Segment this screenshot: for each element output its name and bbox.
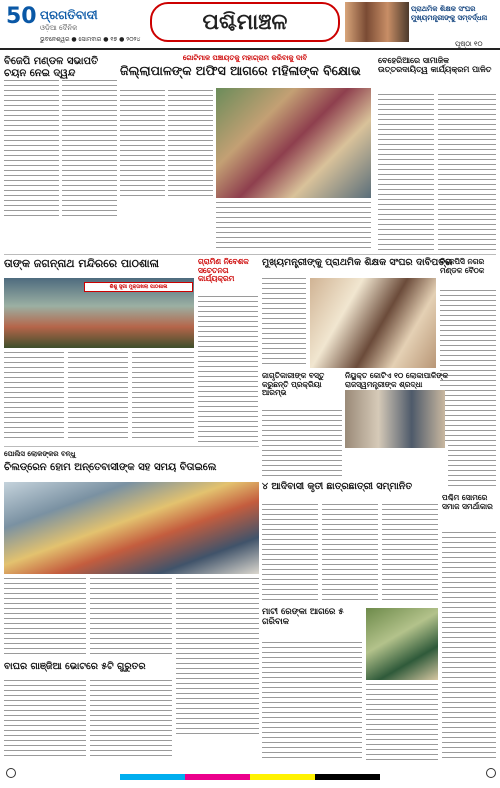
article-6-headline: ମୁଖ୍ୟମନ୍ତ୍ରୀଙ୍କୁ ପ୍ରାଥମିକ ଶିକ୍ଷକ ସଂଘର ଦାବିପତ୍ର [262, 257, 453, 268]
article-2-headline-box [120, 64, 375, 86]
article-12-headline-box [442, 494, 498, 530]
article-11-headline: ୪ ଆଦିବାସୀ କୃତୀ ଛାତ୍ରଛାତ୍ରୀ ସମ୍ମାନିତ [262, 481, 413, 492]
page-number: ପୃଷ୍ଠା ୧୦ [455, 40, 483, 48]
article-10-kicker: ପୋଲିସ ଲୋକଙ୍କର ବନ୍ଧୁ [4, 450, 76, 458]
article-14-headline: ମାଟୀ ରେଙ୍କା ଆଗରେ ୫ ଗରିବାକ [262, 607, 344, 627]
divider-2 [4, 446, 259, 447]
article-9-headline-box [345, 372, 497, 388]
women-protest-photo [216, 88, 371, 198]
article-2-text-bottom [216, 202, 371, 250]
article-1-text-col2 [62, 80, 117, 220]
article-8-headline-box [262, 372, 342, 408]
article-2-text-col2 [168, 90, 213, 200]
officials-photo [345, 390, 445, 448]
children-home-photo [4, 482, 259, 574]
brand-name: ପ୍ରଗତିବାଦୀ [40, 8, 98, 22]
article-1-headline-box [4, 56, 114, 79]
article-2-kicker: ଗୋଟିମାଳ ପଞ୍ଚାୟତକୁ ମହାଗ୍ରାମ କରିବାକୁ ଦାବି [182, 54, 308, 62]
article-2-text-col1 [120, 90, 165, 200]
article-13-headline-box [4, 662, 174, 678]
article-13-text-col1 [4, 680, 86, 760]
article-3-text-col1 [378, 94, 434, 250]
article-14-text [262, 642, 362, 762]
registration-mark-right [486, 768, 496, 778]
article-10-headline-box [4, 462, 259, 480]
promo-text: ପ୍ରାଥମିକ ଶିକ୍ଷକ ସଂଘର ମୁଖ୍ୟମନ୍ତ୍ରୀଙ୍କୁ ସମ୍ବର୍ଦ୍ଧନା [411, 5, 488, 22]
page-header [0, 0, 500, 50]
cm-meeting-photo [310, 278, 436, 368]
article-9-headline: ନିୟୁକ୍ତ କୋଟିଏ ୧୦ ଲୋକାପାଳିଙ୍କ ରାଜସ୍ୱମନ୍ତ୍ରୀଙ୍କ ଶ୍ରଦ୍ଧା [345, 371, 449, 389]
article-13-text-col2 [90, 680, 172, 760]
article-5-text [198, 296, 258, 442]
article-6-text [262, 278, 306, 368]
article-8-headline: ଜାଗୃତିକାରୀଙ୍କ ବସ୍ତୁ କରୁଛନ୍ତି ପ୍ରକ୍ରିୟା ଆରମ୍ଭ [262, 371, 325, 398]
article-11-text-col2 [322, 504, 378, 604]
article-3-headline: ବେହେରିଆରେ ସାମାଜିକ ଉତ୍ତରଦାୟିତ୍ୱ କାର୍ଯ୍ୟକ୍ରମ ପାଳିତ [378, 56, 492, 75]
article-13-headline: ବାଘର ଗାଞ୍ଜିଆ ଭୋଟରେ ୫ଟି ଗୁରୁତର [4, 661, 146, 672]
tagline: ଓଡ଼ିଆ ଦୈନିକ [40, 24, 78, 32]
article-11-headline-box [262, 482, 438, 500]
dateline: ଭୁବନେଶ୍ୱର ● ସୋମବାର ● ୧୭ ● ୨୦୨୪ [40, 36, 141, 43]
article-10-kicker-box [4, 450, 254, 462]
registration-mark-left [6, 768, 16, 778]
article-12-headline: ପଶ୍ଚିମ ସୋମରେ ସମାଜ ସମର୍ଥାକାର [442, 493, 493, 511]
article-7-headline: ବିକେପିସି ନଗର ମଣ୍ଡଳ ବୈଠକ [440, 257, 485, 275]
students-photo [366, 608, 438, 680]
article-3-headline-box [378, 56, 496, 92]
anniversary-logo: 50 [6, 4, 37, 29]
color-calibration-bar [120, 774, 380, 780]
article-4-text-col3 [132, 352, 194, 442]
article-8-text [262, 410, 342, 480]
article-1-text-col1 [4, 80, 59, 220]
article-4-text-col2 [68, 352, 128, 442]
article-10-text-col3 [176, 578, 259, 738]
article-2-headline: ଜିଲ୍ଲାପାଳଙ୍କ ଅଫିସ ଆଗରେ ମହିଳାଙ୍କ ବିକ୍ଷୋଭ [120, 63, 361, 78]
promo-photo [345, 2, 409, 42]
article-7-headline-box [440, 258, 496, 288]
article-4-text-col1 [4, 352, 64, 442]
promo-box [345, 2, 495, 42]
masthead: ପଶ୍ଚିମାଞ୍ଚଳ [150, 2, 340, 42]
article-4-headline: ତାଙ୍କ ଜଗନ୍ନାଥ ମନ୍ଦିରରେ ପାଠଶାଳା [4, 257, 159, 270]
article-11-text-col3 [382, 504, 438, 604]
temple-classroom-photo [4, 278, 194, 348]
article-3-text-col2 [438, 94, 496, 250]
article-1-headline: ବିଜେପି ମଣ୍ଡଳ ସଭାପତି ଚୟନ ନେଇ ଦ୍ୱନ୍ଦ [4, 56, 99, 79]
article-5-headline: ଗ୍ରାମିଣ ନିବେଶକ ସଚେତନତା କାର୍ଯ୍ୟକ୍ରମ [198, 257, 249, 284]
article-14-text-col2 [366, 684, 438, 762]
article-10-headline: ଚିଲଡ୍ରେନ ହୋମ ଅନ୍ତେବାସୀଙ୍କ ସହ ସମୟ ବିତାଇଲେ [4, 462, 217, 473]
article-12-text [442, 532, 496, 762]
article-10-text-col2 [90, 578, 172, 658]
classroom-banner: ଶିଶୁ ସ୍ତ୍ରୀ ମୁକ୍ତାଖଲା ପାଠଶାଳା [84, 282, 193, 292]
divider-1 [4, 254, 496, 255]
article-9-text [448, 390, 496, 490]
article-5-headline-box [198, 258, 258, 294]
article-10-text-col1 [4, 578, 86, 658]
article-14-headline-box [262, 608, 362, 640]
article-11-text-col1 [262, 504, 318, 604]
article-4-headline-box [4, 258, 194, 274]
